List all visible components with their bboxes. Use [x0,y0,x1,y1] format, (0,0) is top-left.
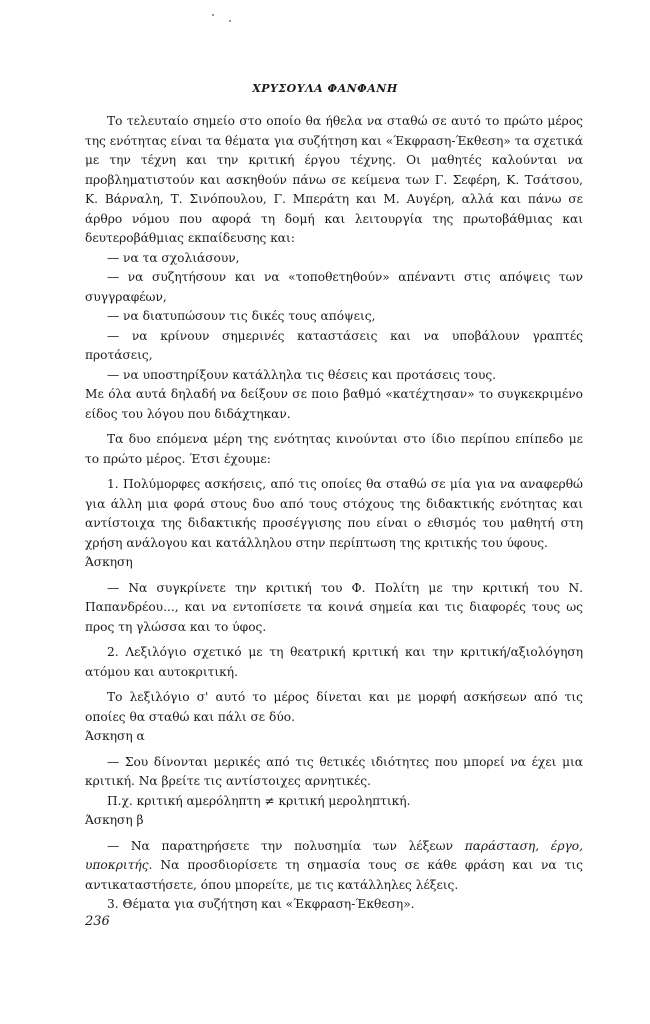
body-text [85,112,583,915]
page-number: 236 [85,914,110,929]
exercise-a-example: Π.χ. κριτική αμερόληπτη ≠ κριτική μεροληπτική. [107,793,411,808]
running-head-author: ΧΡΥΣΟΥΛΑ ΦΑΝΦΑΝΗ [252,82,398,95]
bullet-item: — να διατυπώσουν τις δικές τους απόψεις, [107,309,376,323]
exercise-text: — Να συγκρίνετε την κριτική του Φ. Πολίτη με την κριτική του Ν. Παπανδρέου..., και να εντοπίσετε τα κοινά σημεία και τις διαφορές τους ως προς τη γλώσσα και το ύφος. [85,580,583,634]
print-speck [212,14,214,16]
print-speck [229,20,231,22]
bullet-item: — να τα σχολιάσουν, [107,250,240,265]
exercise-a-text: — Σου δίνονται μερικές από τις θετικές ιδιότητες που μπορεί να έχει μια κριτική. Να βρείτε τις αντίστοιχες αρνητικές. [85,754,583,788]
numbered-item-3: 3. Θέματα για συζήτηση και «Έκφραση-Έκθεση». [107,897,415,911]
bullet-item: — να συζητήσουν και να «τοποθετηθούν» απέναντι στις απόψεις των συγγραφέων, [85,270,583,304]
exercise-b-text [85,837,583,896]
exercise-label: Άσκηση [85,555,133,569]
exercise-b-text-end: Να προσδιορίσετε τη σημασία τους σε κάθε φράση και να τις αντικαταστήσετε, όπου μπορείτε, με τις κατάλληλες λέξεις. [85,858,583,892]
paragraph-intro: Το τελευταίο σημείο στο οποίο θα ήθελα να σταθώ σε αυτό το πρώτο μέρος της ενότητας είναι τα θέματα για συζήτηση και «Έκφραση-Έκθεση» τα σχετικά με την τέχνη και την κριτική έργου τέχνης. Οι μαθητές καλούνται να προβληματιστούν και ασκηθούν πάνω σε κείμενα των Γ. Σεφέρη, Κ. Τσάτσου, Κ. Βάρναλη, Τ. Σινόπουλου, Γ. Μπεράτη και Μ. Αυγέρη, αλλά και πάνω σε άρθρο νόμου που αφορά τη δομή και λειτουργία της πρωτοβάθμιας και δευτεροβάθμιας εκπαίδευσης και: [85,114,583,245]
exercise-b-text-start: — Να παρατηρήσετε την πολυσημία των λέξεων [107,838,465,853]
numbered-item-1: 1. Πολύμορφες ασκήσεις, από τις οποίες θα σταθώ σε μία για να αναφερθώ για άλλη μια φορά στους δυο από τους στόχους της διδακτικής ενότητας και αντίστοιχα της διδακτικής προσέγγισης που είναι ο εθισμός του μαθητή στη χρήση ανάλογου και κατάλληλου στην περίπτωση της κριτικής του ύφους. [85,477,583,550]
numbered-item-2: 2. Λεξιλόγιο σχετικό με τη θεατρική κριτική και την κριτική/αξιολόγηση ατόμου και αυτοκριτική. [85,645,583,679]
paragraph-next-parts: Τα δυο επόμενα μέρη της ενότητας κινούνται στο ίδιο περίπου επίπεδο με το πρώτο μέρος. Έτσι έχουμε: [85,432,583,466]
exercise-b-label: Άσκηση β [85,813,144,827]
paragraph-summary: Με όλα αυτά δηλαδή να δείξουν σε ποιο βαθμό «κατέχτησαν» το συγκεκριμένο είδος του λόγου που διδάχτηκαν. [85,387,583,421]
bullet-item: — να υποστηρίξουν κατάλληλα τις θέσεις και προτάσεις τους. [107,367,497,382]
paragraph-vocabulary: Το λεξιλόγιο σ' αυτό το μέρος δίνεται και με μορφή ασκήσεων από τις οποίες θα σταθώ και πάλι σε δύο. [85,690,583,724]
exercise-a-label: Άσκηση α [85,729,145,743]
exercise-b-italic-words: παράσταση, έργο, υποκριτής. [85,838,583,872]
bullet-item: — να κρίνουν σημερινές καταστάσεις και να υποβάλουν γραπτές προτάσεις, [85,328,583,362]
